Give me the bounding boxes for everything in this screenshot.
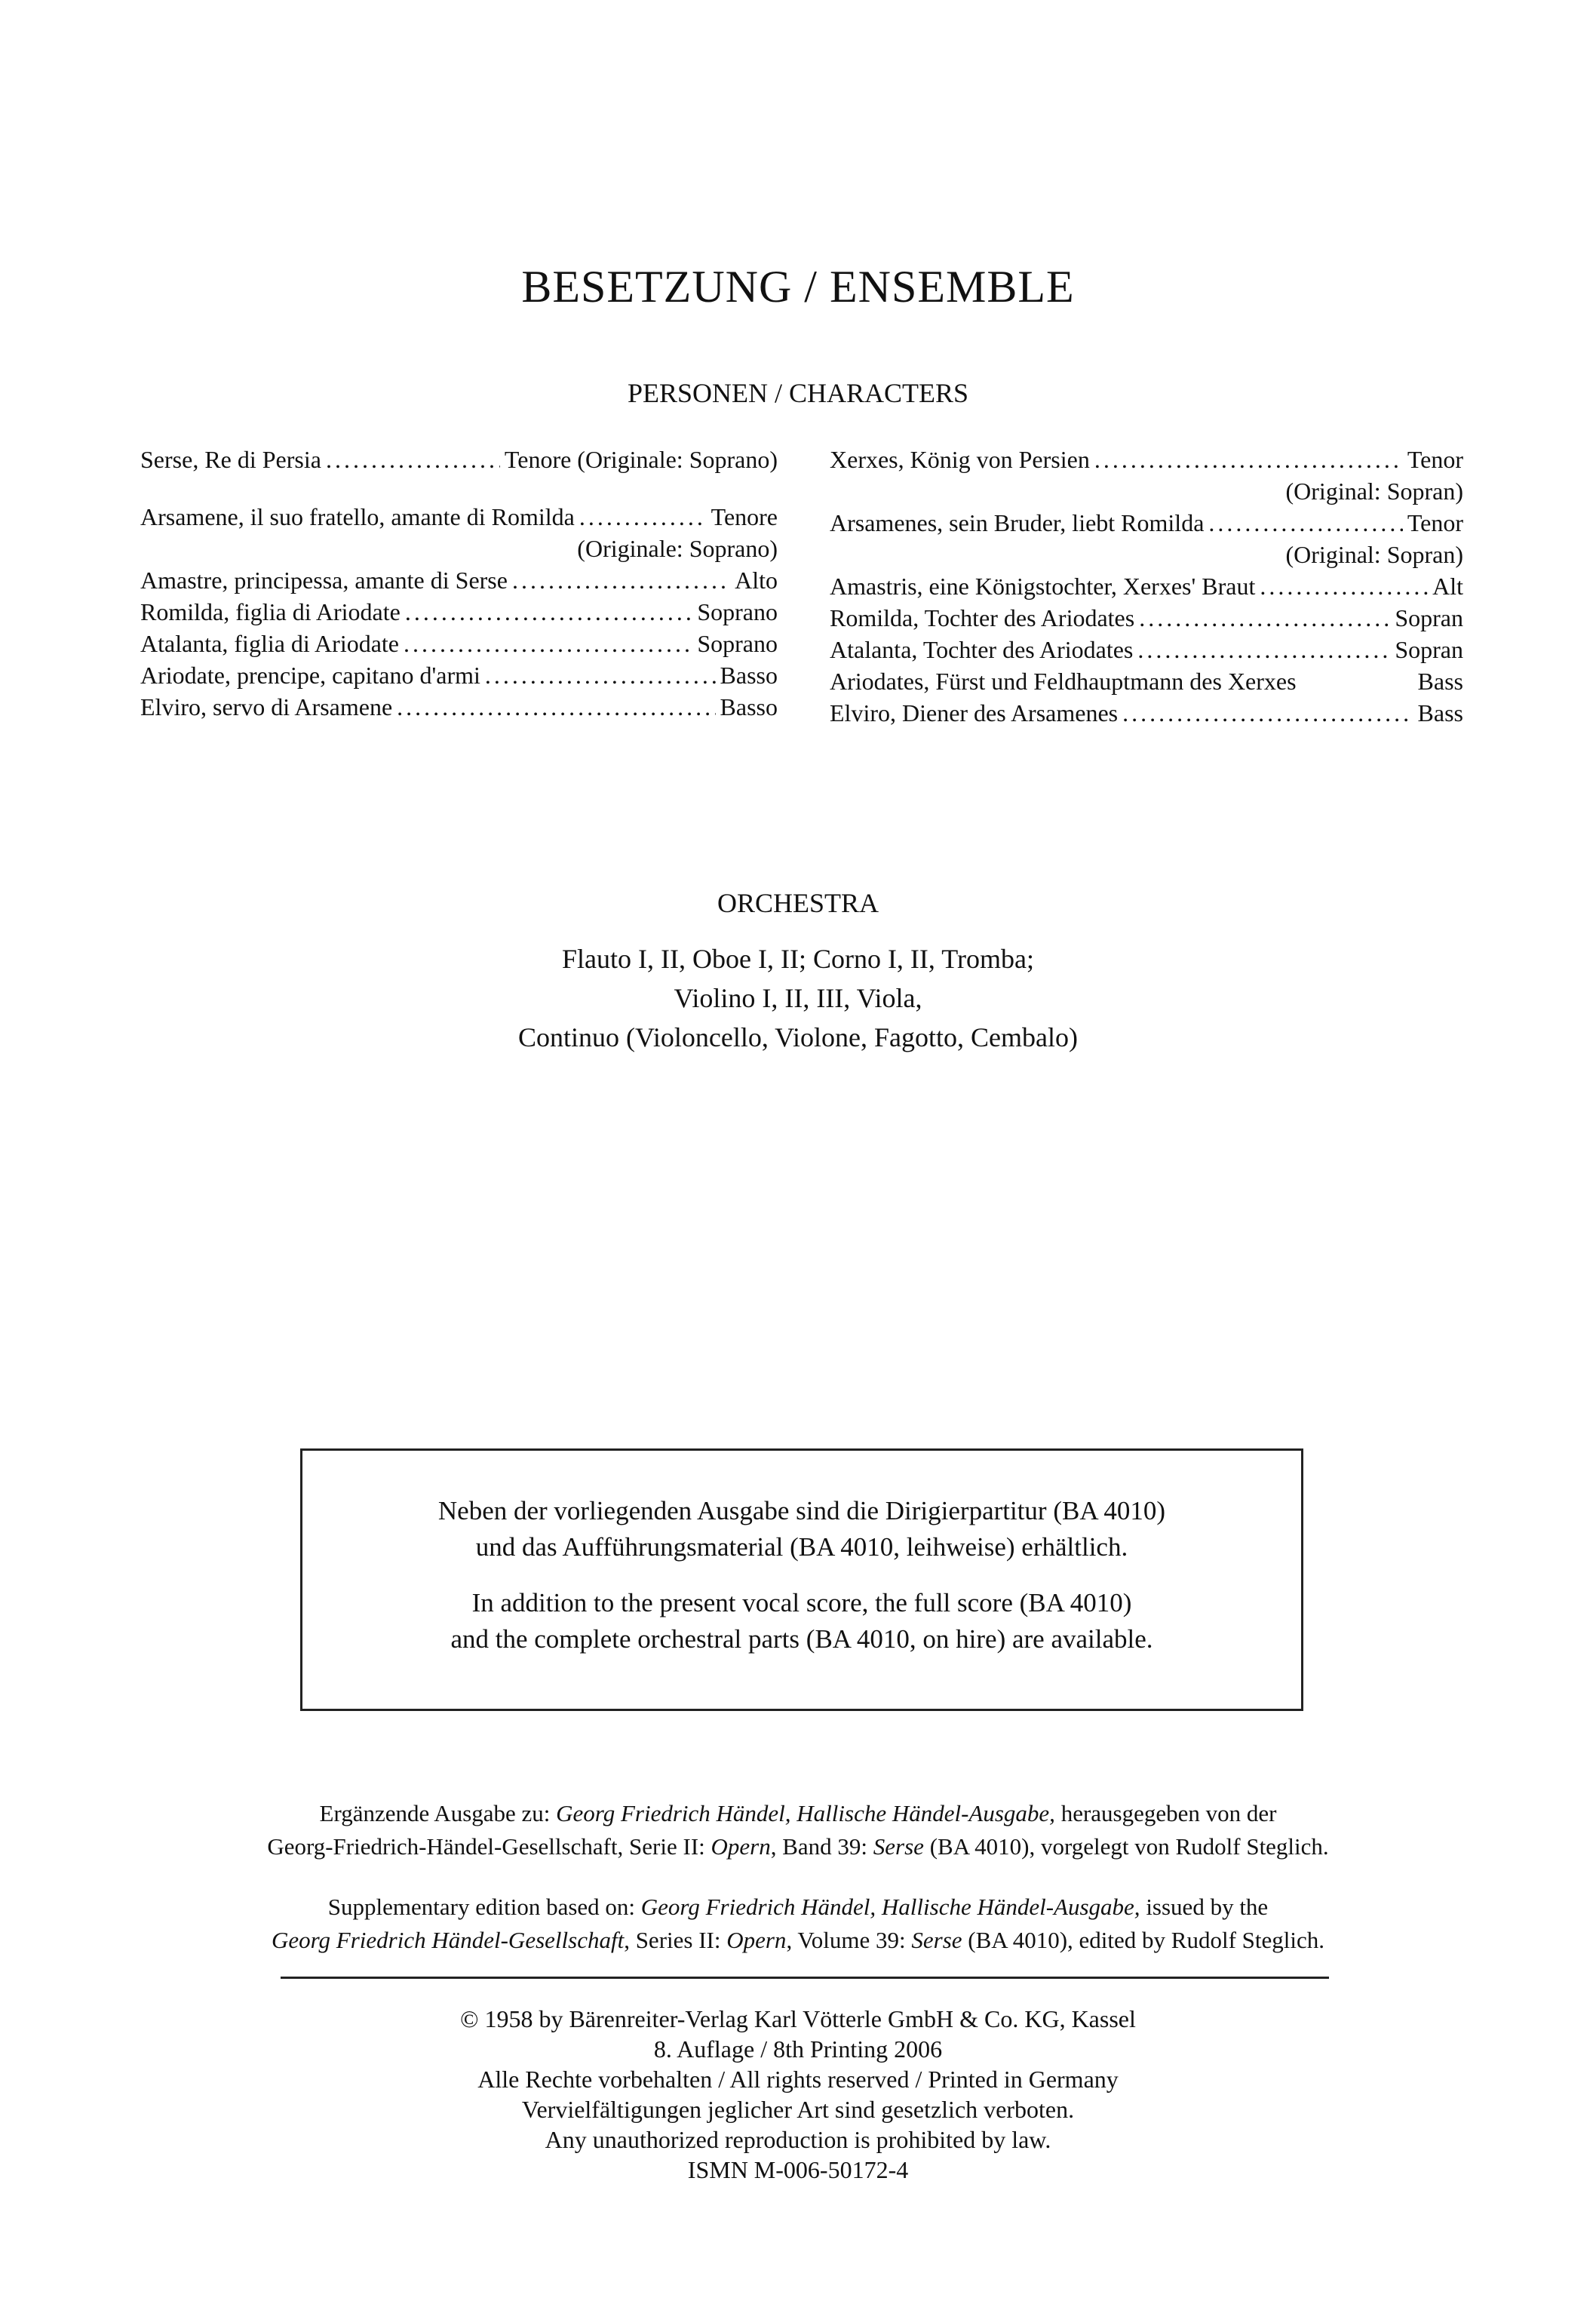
- orchestra-line: Violino I, II, III, Viola,: [674, 983, 922, 1013]
- leader-dots: [1137, 634, 1390, 665]
- character-voice: Sopran: [1395, 636, 1463, 663]
- character-voice: Sopran: [1395, 604, 1463, 631]
- character-name: Amastre, principessa, amante di Serse: [140, 567, 508, 594]
- supplementary-de-line: [0, 1797, 1596, 1830]
- copyright-line: © 1958 by Bärenreiter-Verlag Karl Vötterle GmbH & Co. KG, Kassel: [460, 2005, 1136, 2032]
- character-name: Elviro, Diener des Arsamenes: [830, 699, 1119, 727]
- reproduction-de-line: Vervielfältigungen jeglicher Art sind gesetzlich verboten.: [521, 2096, 1075, 2123]
- character-name: Arsamene, il suo fratello, amante di Romilda: [140, 503, 575, 530]
- leader-dots: [485, 659, 716, 691]
- character-voice-note: (Original: Sopran): [1285, 478, 1463, 505]
- character-name: Romilda, Tochter des Ariodates: [830, 604, 1135, 631]
- leader-dots: [397, 691, 715, 723]
- characters-italian-list: [140, 444, 778, 723]
- supplementary-en-line: [0, 1891, 1596, 1924]
- characters-german-list: [830, 444, 1463, 729]
- supplementary-en-line: [0, 1924, 1596, 1957]
- supp-de-editor: (BA 4010), vorgelegt von Rudolf Steglich.: [923, 1833, 1329, 1860]
- character-entry: [140, 691, 778, 723]
- supp-en-editor: (BA 4010), edited by Rudolf Steglich.: [962, 1927, 1324, 1953]
- leader-dots: [1139, 602, 1390, 634]
- character-entry: [830, 570, 1463, 602]
- availability-notice-box: [300, 1448, 1303, 1711]
- character-voice: Tenor: [1407, 446, 1463, 473]
- leader-dots: [1260, 570, 1428, 602]
- character-entry: [830, 634, 1463, 665]
- supp-de-opern: Opern: [711, 1833, 771, 1860]
- supp-de-mid: herausgegeben von der: [1054, 1800, 1277, 1826]
- character-entry: [830, 507, 1463, 570]
- supp-en-series: , Series II:: [624, 1927, 727, 1953]
- character-voice: Bass: [1417, 699, 1463, 727]
- leader-dots: [405, 596, 693, 628]
- character-voice: Alto: [735, 567, 778, 594]
- notice-de-line: Neben der vorliegenden Ausgabe sind die Dirigierpartitur (BA 4010): [437, 1496, 1166, 1525]
- notice-de-line: und das Aufführungsmaterial (BA 4010, leihweise) erhältlich.: [475, 1532, 1128, 1562]
- leader-dots: [1208, 507, 1402, 539]
- supp-de-serse: Serse: [873, 1833, 924, 1860]
- character-entry: [140, 628, 778, 659]
- rights-line: Alle Rechte vorbehalten / All rights reserved / Printed in Germany: [477, 2066, 1119, 2093]
- character-name: Arsamenes, sein Bruder, liebt Romilda: [830, 509, 1205, 536]
- character-voice-note: (Originale: Soprano): [577, 535, 778, 562]
- supp-en-mid: issued by the: [1140, 1894, 1269, 1920]
- ismn-line: ISMN M-006-50172-4: [687, 2156, 909, 2183]
- character-name: Ariodates, Fürst und Feldhauptmann des Xerxes: [830, 668, 1297, 695]
- character-voice: Basso: [720, 693, 778, 720]
- leader-dots: [579, 501, 707, 533]
- leader-dots: [1094, 444, 1403, 475]
- character-entry: [140, 564, 778, 596]
- orchestra-line: Continuo (Violoncello, Violone, Fagotto, Cembalo): [518, 1022, 1078, 1052]
- orchestra-line: Flauto I, II, Oboe I, II; Corno I, II, Tromba;: [562, 944, 1034, 974]
- character-name: Serse, Re di Persia: [140, 446, 321, 473]
- character-entry: [830, 697, 1463, 729]
- leader-dots: [326, 444, 500, 475]
- supplementary-de-line: [0, 1830, 1596, 1863]
- character-entry: [830, 444, 1463, 507]
- notice-en-line: In addition to the present vocal score, the full score (BA 4010): [471, 1588, 1132, 1617]
- character-name: Romilda, figlia di Ariodate: [140, 598, 401, 625]
- character-entry: [830, 665, 1463, 697]
- character-voice: Tenore (Originale: Soprano): [504, 446, 778, 473]
- character-name: Ariodate, prencipe, capitano d'armi: [140, 662, 480, 689]
- character-voice: Alt: [1432, 573, 1463, 600]
- supp-en-composer: Georg Friedrich Händel, Hallische Händel-Ausgabe,: [640, 1894, 1140, 1920]
- character-name: Elviro, servo di Arsamene: [140, 693, 393, 720]
- character-voice-note: (Original: Sopran): [1285, 541, 1463, 568]
- leader-dots: [1122, 697, 1413, 729]
- supp-de-series: Georg-Friedrich-Händel-Gesellschaft, Serie II:: [267, 1833, 711, 1860]
- character-entry: [140, 659, 778, 691]
- character-entry: [140, 596, 778, 628]
- supp-en-society: Georg Friedrich Händel-Gesellschaft: [271, 1927, 625, 1953]
- supp-en-volume: , Volume 39:: [786, 1927, 912, 1953]
- character-name: Atalanta, Tochter des Ariodates: [830, 636, 1134, 663]
- character-name: Atalanta, figlia di Ariodate: [140, 630, 399, 657]
- character-voice: Basso: [720, 662, 778, 689]
- character-name: Amastris, eine Königstochter, Xerxes' Braut: [830, 573, 1256, 600]
- divider-rule: [281, 1977, 1329, 1979]
- supp-de-prefix: Ergänzende Ausgabe zu:: [319, 1800, 557, 1826]
- character-entry: [140, 501, 778, 564]
- character-voice: Tenore: [711, 503, 778, 530]
- page-title: BESETZUNG / ENSEMBLE: [521, 262, 1075, 312]
- character-voice: Soprano: [697, 630, 778, 657]
- supp-de-band: , Band 39:: [770, 1833, 873, 1860]
- orchestra-heading: ORCHESTRA: [717, 888, 879, 918]
- characters-heading: PERSONEN / CHARACTERS: [627, 378, 969, 408]
- character-voice: Soprano: [697, 598, 778, 625]
- leader-dots: [404, 628, 692, 659]
- reproduction-en-line: Any unauthorized reproduction is prohibited by law.: [545, 2126, 1051, 2153]
- notice-en-line: and the complete orchestral parts (BA 4010, on hire) are available.: [450, 1624, 1153, 1654]
- character-voice: Tenor: [1407, 509, 1463, 536]
- character-entry: [140, 444, 778, 475]
- supp-en-serse: Serse: [911, 1927, 962, 1953]
- leader-dots: [512, 564, 730, 596]
- character-entry: [830, 602, 1463, 634]
- character-name: Xerxes, König von Persien: [830, 446, 1090, 473]
- supp-de-composer: Georg Friedrich Händel, Hallische Händel-Ausgabe,: [556, 1800, 1055, 1826]
- supp-en-opern: Opern: [726, 1927, 787, 1953]
- supp-en-prefix: Supplementary edition based on:: [327, 1894, 641, 1920]
- printing-line: 8. Auflage / 8th Printing 2006: [653, 2035, 943, 2063]
- character-voice: Bass: [1417, 668, 1463, 695]
